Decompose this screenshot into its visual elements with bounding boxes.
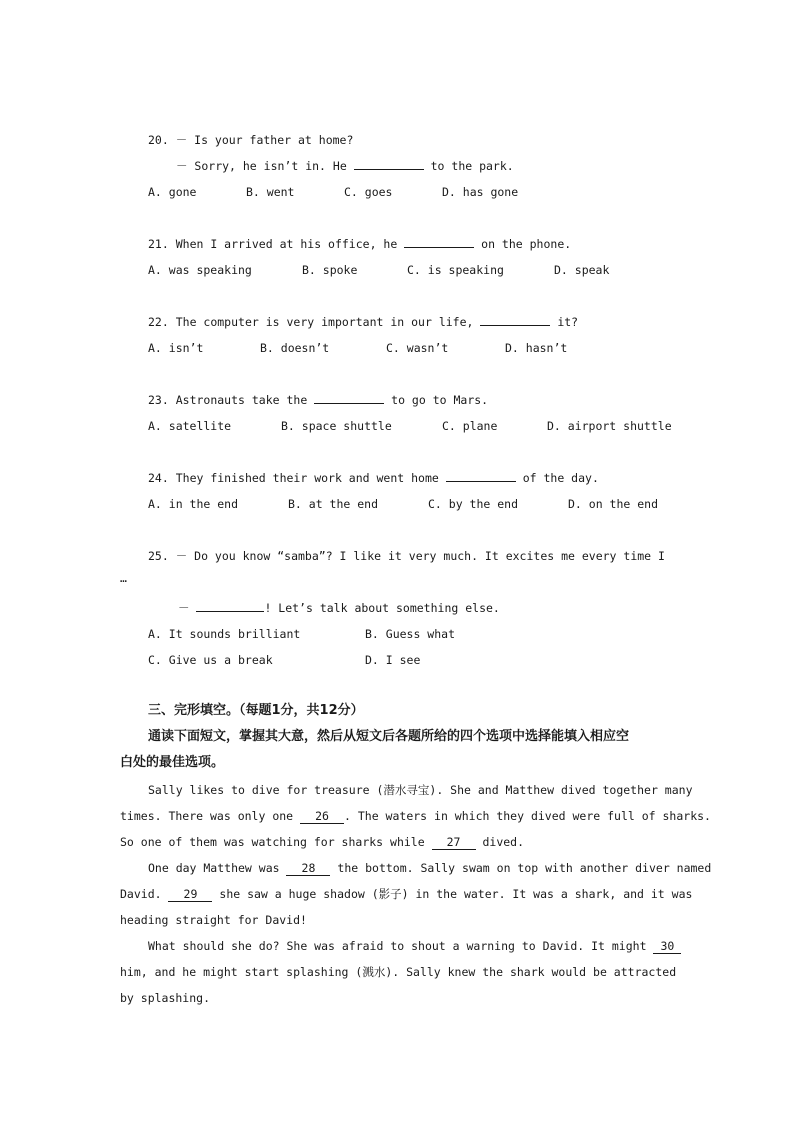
passage-line — [148, 938, 681, 954]
answer-blank[interactable] — [196, 600, 264, 612]
question-text — [148, 548, 665, 564]
passage-line — [120, 886, 692, 902]
passage-text: One day Matthew was — [148, 861, 287, 875]
passage-line — [120, 808, 711, 824]
option-d[interactable]: D. hasn’t — [505, 341, 568, 355]
answer-blank[interactable] — [404, 236, 474, 248]
passage-line: Sally likes to dive for treasure (潜水寻宝). She and Matthew dived together many — [148, 783, 693, 797]
option-b[interactable]: B. spoke — [302, 263, 358, 277]
passage-text: What should she do? She was afraid to shout a warning to David. It might — [148, 939, 654, 953]
passage-text: the bottom. Sally swam on top with another diver named — [330, 861, 712, 875]
option-c[interactable]: C. wasn’t — [386, 341, 449, 355]
question-line: － Sorry, he isn’t in. He — [176, 159, 347, 173]
section-title: 三、完形填空。（每题1分，共12分） — [148, 703, 364, 718]
answer-blank[interactable] — [480, 314, 550, 326]
passage-text: So one of them was watching for sharks while — [120, 835, 432, 849]
cloze-blank-27[interactable]: 27 — [432, 836, 476, 850]
option-c[interactable]: C. goes — [344, 185, 393, 199]
question-text — [148, 392, 488, 408]
option-b[interactable]: B. Guess what — [365, 627, 456, 641]
question-line: ! Let’s talk about something else. — [264, 601, 500, 615]
passage-text: David. — [120, 887, 169, 901]
option-b[interactable]: B. went — [246, 185, 295, 199]
option-d[interactable]: D. on the end — [568, 497, 659, 511]
question-text — [148, 470, 599, 486]
question-line: it? — [557, 315, 579, 329]
cloze-blank-29[interactable]: 29 — [168, 888, 212, 902]
option-a[interactable]: A. gone — [148, 185, 197, 199]
question-line: － Is your father at home? — [175, 133, 354, 147]
question-number: 23. — [148, 393, 169, 407]
passage-line: him, and he might start splashing (溅水). Sally knew the shark would be attracted — [120, 965, 677, 979]
passage-line — [120, 834, 524, 850]
cloze-blank-28[interactable]: 28 — [286, 862, 330, 876]
option-b[interactable]: B. at the end — [288, 497, 379, 511]
passage-text: dived. — [475, 835, 525, 849]
section-instruction: 通读下面短文，掌握其大意，然后从短文后各题所给的四个选项中选择能填入相应空 — [148, 729, 630, 744]
question-text — [176, 158, 514, 174]
question-line: The computer is very important in our life, — [175, 315, 474, 329]
passage-text: times. There was only one — [120, 809, 301, 823]
question-line: － Do you know “samba”? I like it very much. It excites me every time I — [175, 549, 665, 563]
question-number: 24. — [148, 471, 169, 485]
question-text — [148, 314, 578, 330]
option-c[interactable]: C. plane — [442, 419, 498, 433]
question-line: They finished their work and went home — [175, 471, 439, 485]
option-c[interactable]: C. Give us a break — [148, 653, 273, 667]
question-line: … — [120, 571, 127, 585]
passage-line — [148, 860, 711, 876]
passage-text: . The waters in which they dived were full of sharks. — [344, 809, 711, 823]
question-number: 22. — [148, 315, 169, 329]
question-text — [148, 132, 353, 148]
option-a[interactable]: A. in the end — [148, 497, 239, 511]
option-d[interactable]: D. speak — [554, 263, 610, 277]
option-d[interactable]: D. has gone — [442, 185, 519, 199]
passage-line: by splashing. — [120, 991, 211, 1005]
cloze-blank-26[interactable]: 26 — [300, 810, 344, 824]
answer-blank[interactable] — [314, 392, 384, 404]
option-b[interactable]: B. space shuttle — [281, 419, 392, 433]
question-number: 25. — [148, 549, 169, 563]
question-line: － — [178, 601, 190, 615]
question-line: of the day. — [522, 471, 599, 485]
option-b[interactable]: B. doesn’t — [260, 341, 330, 355]
question-line: to go to Mars. — [391, 393, 489, 407]
passage-text: she saw a huge shadow (影子) in the water. It was a shark, and it was — [212, 887, 693, 901]
option-c[interactable]: C. by the end — [428, 497, 519, 511]
question-line: on the phone. — [481, 237, 572, 251]
question-text — [148, 236, 571, 252]
option-d[interactable]: D. I see — [365, 653, 421, 667]
question-text — [178, 600, 500, 616]
option-d[interactable]: D. airport shuttle — [547, 419, 672, 433]
option-a[interactable]: A. satellite — [148, 419, 232, 433]
answer-blank[interactable] — [446, 470, 516, 482]
option-a[interactable]: A. isn’t — [148, 341, 204, 355]
question-line: Astronauts take the — [175, 393, 308, 407]
question-number: 21. — [148, 237, 169, 251]
answer-blank[interactable] — [354, 158, 424, 170]
question-line: to the park. — [430, 159, 514, 173]
question-number: 20. — [148, 133, 169, 147]
passage-line: heading straight for David! — [120, 913, 307, 927]
question-line: When I arrived at his office, he — [175, 237, 398, 251]
cloze-blank-30[interactable]: 30 — [653, 940, 681, 954]
option-a[interactable]: A. It sounds brilliant — [148, 627, 301, 641]
option-c[interactable]: C. is speaking — [407, 263, 504, 277]
option-a[interactable]: A. was speaking — [148, 263, 252, 277]
section-instruction: 白处的最佳选项。 — [120, 755, 225, 770]
